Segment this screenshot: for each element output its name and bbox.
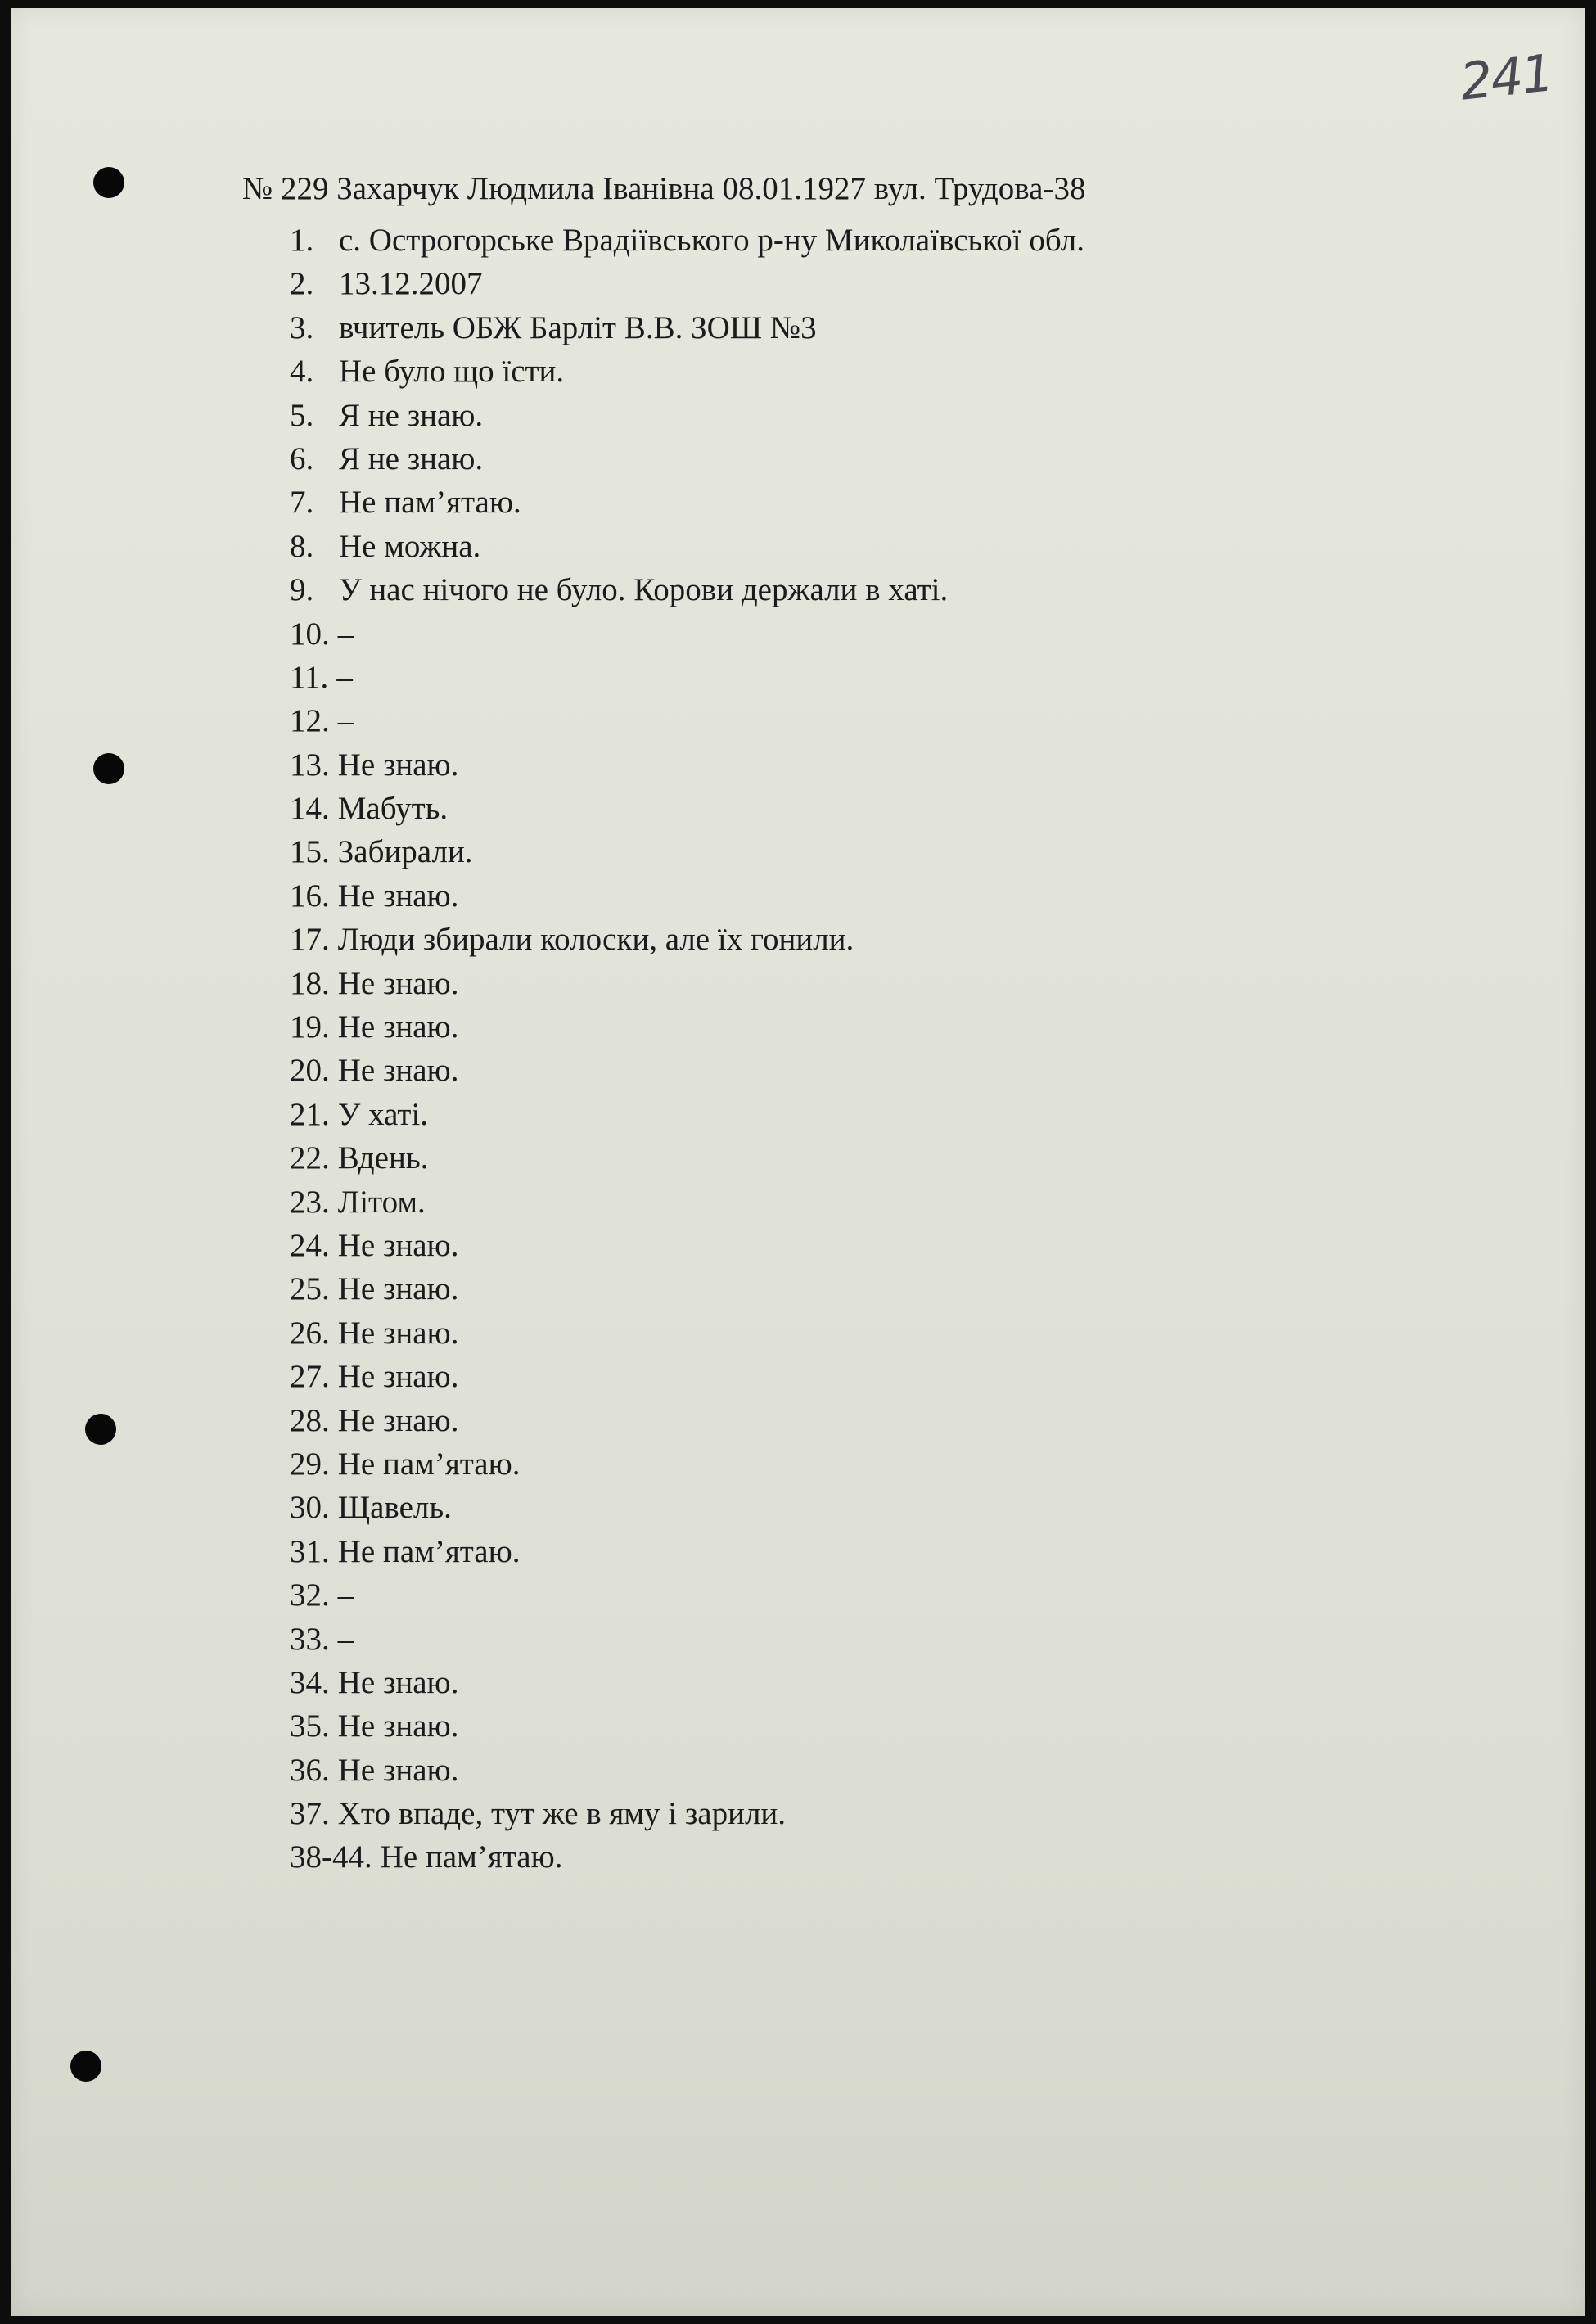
answer-number: 30. [290, 1490, 330, 1526]
answer-number: 28. [290, 1402, 330, 1438]
answer-item [290, 568, 1084, 611]
answer-item [290, 1005, 1084, 1049]
answer-number: 37. [290, 1796, 330, 1832]
punch-hole-icon [93, 167, 124, 198]
answer-item [290, 918, 1084, 961]
answer-text: Я не знаю. [339, 397, 484, 433]
answer-text: Не знаю. [337, 747, 459, 783]
answer-text: Хто впаде, тут же в яму і зарили. [337, 1796, 787, 1832]
answer-text: Забирали. [337, 834, 473, 870]
answer-item [290, 874, 1084, 918]
answer-item [290, 1704, 1084, 1748]
answer-number: 1. [290, 223, 314, 258]
answer-item [290, 437, 1084, 481]
punch-hole-icon [93, 753, 124, 784]
answer-number: 4. [290, 354, 314, 390]
answer-text: Не знаю. [337, 1664, 459, 1700]
answer-text: Не пам’ятаю. [339, 485, 521, 521]
answer-item [290, 525, 1084, 568]
document-page [11, 8, 1585, 2316]
answer-number: 2. [290, 266, 314, 302]
punch-hole-icon [70, 2051, 101, 2082]
answer-item [290, 262, 1084, 305]
answer-text: Не пам’ятаю. [337, 1446, 521, 1482]
answer-item [290, 1661, 1084, 1704]
answer-item [290, 1311, 1084, 1355]
answer-item [290, 612, 1084, 656]
answer-item [290, 1618, 1084, 1661]
answer-text: Не знаю. [337, 965, 459, 1001]
answer-number: 10. [290, 616, 330, 652]
answer-text: – [337, 1577, 354, 1613]
answer-item [290, 1835, 1084, 1879]
answer-text: с. Острогорське Врадіївського р-ну Миколаївської обл. [339, 223, 1084, 258]
answer-number: 31. [290, 1533, 330, 1569]
answer-number: 16. [290, 878, 330, 914]
answer-text: Не знаю. [337, 1708, 459, 1744]
answer-number: 7. [290, 485, 314, 521]
answer-item [290, 394, 1084, 437]
answer-item [290, 1486, 1084, 1529]
answer-number: 36. [290, 1752, 330, 1788]
handwritten-page-number: 241 [1457, 43, 1555, 112]
answer-number: 6. [290, 440, 314, 476]
answer-text: Я не знаю. [339, 440, 484, 476]
answer-text: У нас нічого не було. Корови держали в хаті. [339, 572, 949, 608]
answer-item [290, 350, 1084, 393]
answer-number: 3. [290, 309, 314, 345]
answer-text: Не знаю. [337, 878, 459, 914]
answer-item [290, 1093, 1084, 1136]
respondent-header: № 229 Захарчук Людмила Іванівна 08.01.1927 вул. Трудова-38 [242, 171, 1086, 206]
answer-text: – [337, 703, 354, 739]
answer-item [290, 1180, 1084, 1224]
answer-number: 11. [290, 659, 329, 695]
answer-number: 15. [290, 834, 330, 870]
answer-number: 17. [290, 922, 330, 958]
answer-item [290, 1224, 1084, 1267]
answer-number: 35. [290, 1708, 330, 1744]
answer-number: 25. [290, 1271, 330, 1307]
answer-number: 19. [290, 1009, 330, 1045]
answer-text: Вдень. [337, 1140, 429, 1176]
answer-number: 12. [290, 703, 330, 739]
answer-item [290, 219, 1084, 262]
answer-number: 22. [290, 1140, 330, 1176]
answer-text: У хаті. [337, 1096, 429, 1132]
answer-item [290, 1355, 1084, 1398]
answer-text: Мабуть. [337, 791, 449, 827]
answer-number: 9. [290, 572, 314, 608]
answer-number: 13. [290, 747, 330, 783]
answer-item [290, 830, 1084, 873]
answer-text: вчитель ОБЖ Барліт В.В. ЗОШ №3 [339, 309, 817, 345]
answer-text: Не знаю. [337, 1752, 459, 1788]
answer-number: 32. [290, 1577, 330, 1613]
answer-item [290, 1792, 1084, 1835]
answer-item [290, 1442, 1084, 1486]
answer-number: 23. [290, 1184, 330, 1220]
answer-item [290, 962, 1084, 1005]
answer-item [290, 787, 1084, 830]
answer-number: 21. [290, 1096, 330, 1132]
answer-item [290, 1136, 1084, 1180]
answer-item [290, 699, 1084, 742]
answer-number: 5. [290, 397, 314, 433]
answer-text: Не пам’ятаю. [337, 1533, 521, 1569]
answer-text: Не знаю. [337, 1271, 459, 1307]
answer-text: Літом. [337, 1184, 426, 1220]
answer-item [290, 1049, 1084, 1092]
answer-text: Люди збирали колоски, але їх гонили. [337, 922, 854, 958]
answer-text: Не знаю. [337, 1359, 459, 1395]
answer-item [290, 1573, 1084, 1617]
answer-item [290, 306, 1084, 350]
answer-text: Не можна. [339, 528, 481, 564]
answer-text: Не знаю. [337, 1053, 459, 1089]
answer-text: Не знаю. [337, 1227, 459, 1263]
answer-text: – [336, 659, 353, 695]
answer-item [290, 656, 1084, 699]
answer-text: Не знаю. [337, 1315, 459, 1351]
answer-number: 33. [290, 1621, 330, 1657]
answer-list [290, 219, 1084, 1880]
answer-text: – [337, 616, 354, 652]
answer-number: 14. [290, 791, 330, 827]
answer-number: 24. [290, 1227, 330, 1263]
answer-item [290, 1530, 1084, 1573]
answer-item [290, 1267, 1084, 1311]
punch-hole-icon [85, 1414, 116, 1445]
answer-item [290, 1399, 1084, 1442]
answer-number: 29. [290, 1446, 330, 1482]
answer-number: 34. [290, 1664, 330, 1700]
answer-number: 38-44. [290, 1839, 372, 1875]
answer-text: Не знаю. [337, 1402, 459, 1438]
answer-text: Щавель. [337, 1490, 452, 1526]
answer-item [290, 481, 1084, 524]
answer-number: 18. [290, 965, 330, 1001]
answer-number: 27. [290, 1359, 330, 1395]
answer-text: Не було що їсти. [339, 354, 565, 390]
answer-item [290, 743, 1084, 787]
answer-number: 8. [290, 528, 314, 564]
answer-item [290, 1749, 1084, 1792]
answer-text: – [337, 1621, 354, 1657]
answer-text: Не знаю. [337, 1009, 459, 1045]
answer-text: 13.12.2007 [339, 266, 483, 302]
answer-number: 20. [290, 1053, 330, 1089]
answer-number: 26. [290, 1315, 330, 1351]
answer-text: Не пам’ятаю. [380, 1839, 563, 1875]
